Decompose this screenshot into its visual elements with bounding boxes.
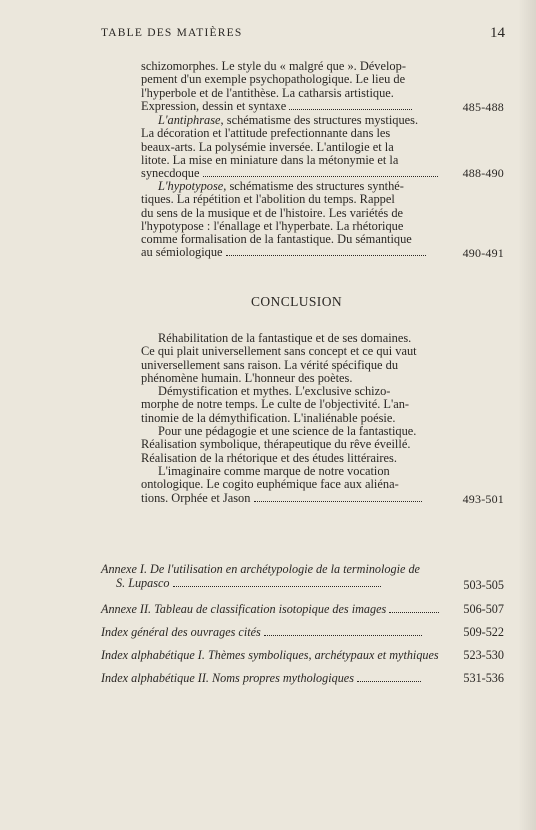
- annex-pages: 506-507: [463, 602, 504, 616]
- page-edge-shadow: [518, 0, 536, 830]
- toc-line-text: tions. Orphée et Jason: [141, 490, 251, 505]
- leader-dots: [389, 612, 439, 613]
- toc-line: comme formalisation de la fantastique. Du sémantique: [141, 232, 412, 247]
- toc-line: Pour une pédagogie et une science de la fantastique.: [158, 424, 417, 439]
- toc-line: beaux-arts. La polysémie inversée. L'antilogie et la: [141, 139, 394, 154]
- toc-line-text: synecdoque: [141, 166, 200, 181]
- toc-line: morphe de notre temps. Le culte de l'objectivité. L'an-: [141, 397, 410, 412]
- toc-entry-text: [141, 332, 446, 505]
- toc-entry: [141, 114, 504, 180]
- annex-title-line: [101, 625, 504, 639]
- annex-entry: [101, 648, 504, 662]
- toc-entries: [141, 60, 504, 260]
- leader-dots: [289, 109, 412, 110]
- toc-line: Ce qui plait universellement sans concept et ce qui vaut: [141, 344, 417, 359]
- toc-line: [141, 492, 446, 505]
- annex-title-cont: [116, 576, 504, 590]
- leader-dots: [264, 635, 422, 636]
- toc-entry: [141, 180, 504, 260]
- toc-entry-text: [141, 60, 446, 113]
- annex-pages: 503-505: [463, 578, 504, 592]
- toc-line: ontologique. Le cogito euphémique face aux aliéna-: [141, 477, 399, 492]
- annex-entry: [101, 602, 504, 616]
- toc-line-text: Expression, dessin et syntaxe: [141, 98, 287, 113]
- annex-entry: [101, 625, 504, 639]
- toc-pages: 485-488: [462, 99, 504, 114]
- toc-pages: 493-501: [462, 491, 504, 506]
- page-header: [101, 25, 505, 43]
- annex-title-line: [101, 602, 504, 616]
- annex-title: Index alphabétique II. Noms propres mythologiques: [101, 671, 354, 685]
- italic-term: L'antiphrase: [158, 113, 221, 127]
- toc-line: litote. La mise en miniature dans la métonymie et la: [141, 152, 399, 167]
- leader-dots: [226, 255, 426, 256]
- toc-line: [158, 180, 446, 193]
- leader-dots: [254, 501, 422, 502]
- conclusion-entry: [141, 332, 504, 506]
- toc-line: [141, 246, 446, 259]
- toc-line: du sens de la musique et de l'histoire. Les variétés de: [141, 205, 404, 220]
- section-title: CONCLUSION: [251, 294, 343, 309]
- annex-title: Index alphabétique I. Thèmes symboliques, archétypaux et mythiques: [101, 648, 439, 662]
- annex-pages: 523-530: [463, 648, 504, 662]
- annex-list: [101, 562, 504, 694]
- toc-line: La décoration et l'attitude prefectionnante dans les: [141, 126, 391, 141]
- annex-pages: 531-536: [463, 671, 504, 685]
- toc-line: Démystification et mythes. L'exclusive schizo-: [158, 384, 391, 399]
- toc-entry: [141, 332, 504, 506]
- toc-line: schizomorphes. Le style du « malgré que ». Dévelop-: [141, 59, 406, 73]
- toc-line: phénomène humain. L'honneur des poètes.: [141, 370, 353, 385]
- toc-entry-text: [141, 180, 446, 260]
- toc-line: tinomie de la démythification. L'inaliénable poésie.: [141, 410, 396, 425]
- toc-entry-text: [141, 114, 446, 180]
- annex-entry: [101, 671, 504, 685]
- toc-entry: [141, 60, 504, 114]
- italic-term: L'hypotypose: [158, 179, 224, 193]
- toc-line: L'imaginaire comme marque de notre vocation: [158, 463, 390, 478]
- toc-line: pement d'un exemple psychopathologique. Le lieu de: [141, 72, 406, 87]
- annex-title-text: S. Lupasco: [116, 576, 170, 590]
- annex-title: Annexe II. Tableau de classification isotopique des images: [101, 602, 387, 616]
- annex-entry: [101, 562, 504, 592]
- toc-line-text: , schématisme des structures synthé-: [223, 179, 404, 193]
- toc-line: [158, 114, 446, 127]
- toc-line-text: au sémiologique: [141, 245, 223, 260]
- toc-pages: 490-491: [462, 245, 504, 260]
- annex-title: Annexe I. De l'utilisation en archétypologie de la terminologie de: [101, 562, 420, 576]
- leader-dots: [203, 176, 438, 177]
- toc-pages: 488-490: [462, 165, 504, 180]
- running-title: TABLE DES MATIÈRES: [101, 27, 243, 39]
- toc-line: [141, 100, 446, 113]
- toc-line: l'hypotypose : l'énallage et l'hyperbate. La rhétorique: [141, 218, 404, 233]
- toc-line: universellement sans raison. La vérité spécifique du: [141, 357, 399, 372]
- leader-dots: [357, 681, 421, 682]
- toc-line-text: , schématisme des structures mystiques.: [220, 113, 419, 127]
- annex-title-line: [101, 671, 504, 685]
- toc-line: tiques. La répétition et l'abolition du temps. Rappel: [141, 192, 395, 207]
- toc-line: Réalisation de la rhétorique et des études littéraires.: [141, 450, 397, 465]
- toc-line: l'hyperbole et de l'antithèse. La catharsis artistique.: [141, 85, 394, 100]
- leader-dots: [173, 586, 381, 587]
- page-number: 14: [490, 25, 505, 41]
- toc-line: Réalisation symbolique, thérapeutique du rêve éveillé.: [141, 437, 411, 452]
- toc-line: Réhabilitation de la fantastique et de ses domaines.: [158, 331, 412, 345]
- annex-title: Index général des ouvrages cités: [101, 625, 261, 639]
- annex-pages: 509-522: [463, 625, 504, 639]
